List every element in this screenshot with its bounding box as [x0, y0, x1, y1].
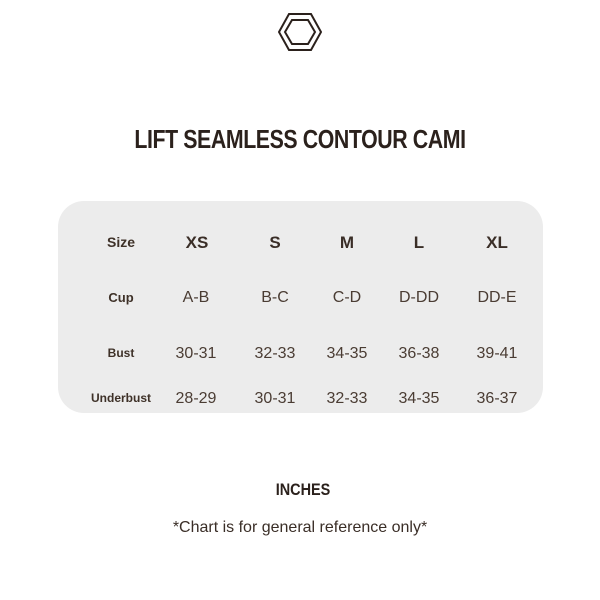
- cup-value: B-C: [261, 289, 289, 306]
- size-header: S: [269, 233, 281, 252]
- bust-value: 30-31: [175, 345, 217, 362]
- bust-value: 39-41: [476, 345, 518, 362]
- row-label-size: Size: [106, 234, 135, 250]
- size-header: M: [339, 233, 355, 252]
- bust-value: 36-38: [398, 345, 440, 362]
- row-label-underbust: Underbust: [91, 391, 151, 405]
- underbust-value: 36-37: [476, 390, 518, 407]
- underbust-value: 34-35: [398, 390, 440, 407]
- bust-value: 34-35: [326, 345, 368, 362]
- row-label-cup: Cup: [108, 290, 134, 305]
- size-header: XS: [185, 233, 209, 252]
- underbust-value: 30-31: [254, 390, 296, 407]
- cup-value: C-D: [332, 289, 362, 306]
- underbust-value: 28-29: [175, 390, 217, 407]
- size-header: L: [413, 233, 425, 252]
- units-label: INCHES: [275, 480, 331, 499]
- bust-value: 32-33: [254, 345, 296, 362]
- cup-value: A-B: [182, 289, 210, 306]
- hexagon-logo-icon: [278, 12, 322, 52]
- page-title: LIFT SEAMLESS CONTOUR CAMI: [134, 124, 466, 154]
- size-header: XL: [486, 233, 508, 252]
- row-label-bust: Bust: [107, 346, 135, 360]
- underbust-value: 32-33: [326, 390, 368, 407]
- disclaimer-note: *Chart is for general reference only*: [172, 519, 428, 536]
- cup-value: D-DD: [399, 289, 439, 306]
- size-chart-table: [58, 201, 543, 413]
- cup-value: DD-E: [477, 289, 517, 306]
